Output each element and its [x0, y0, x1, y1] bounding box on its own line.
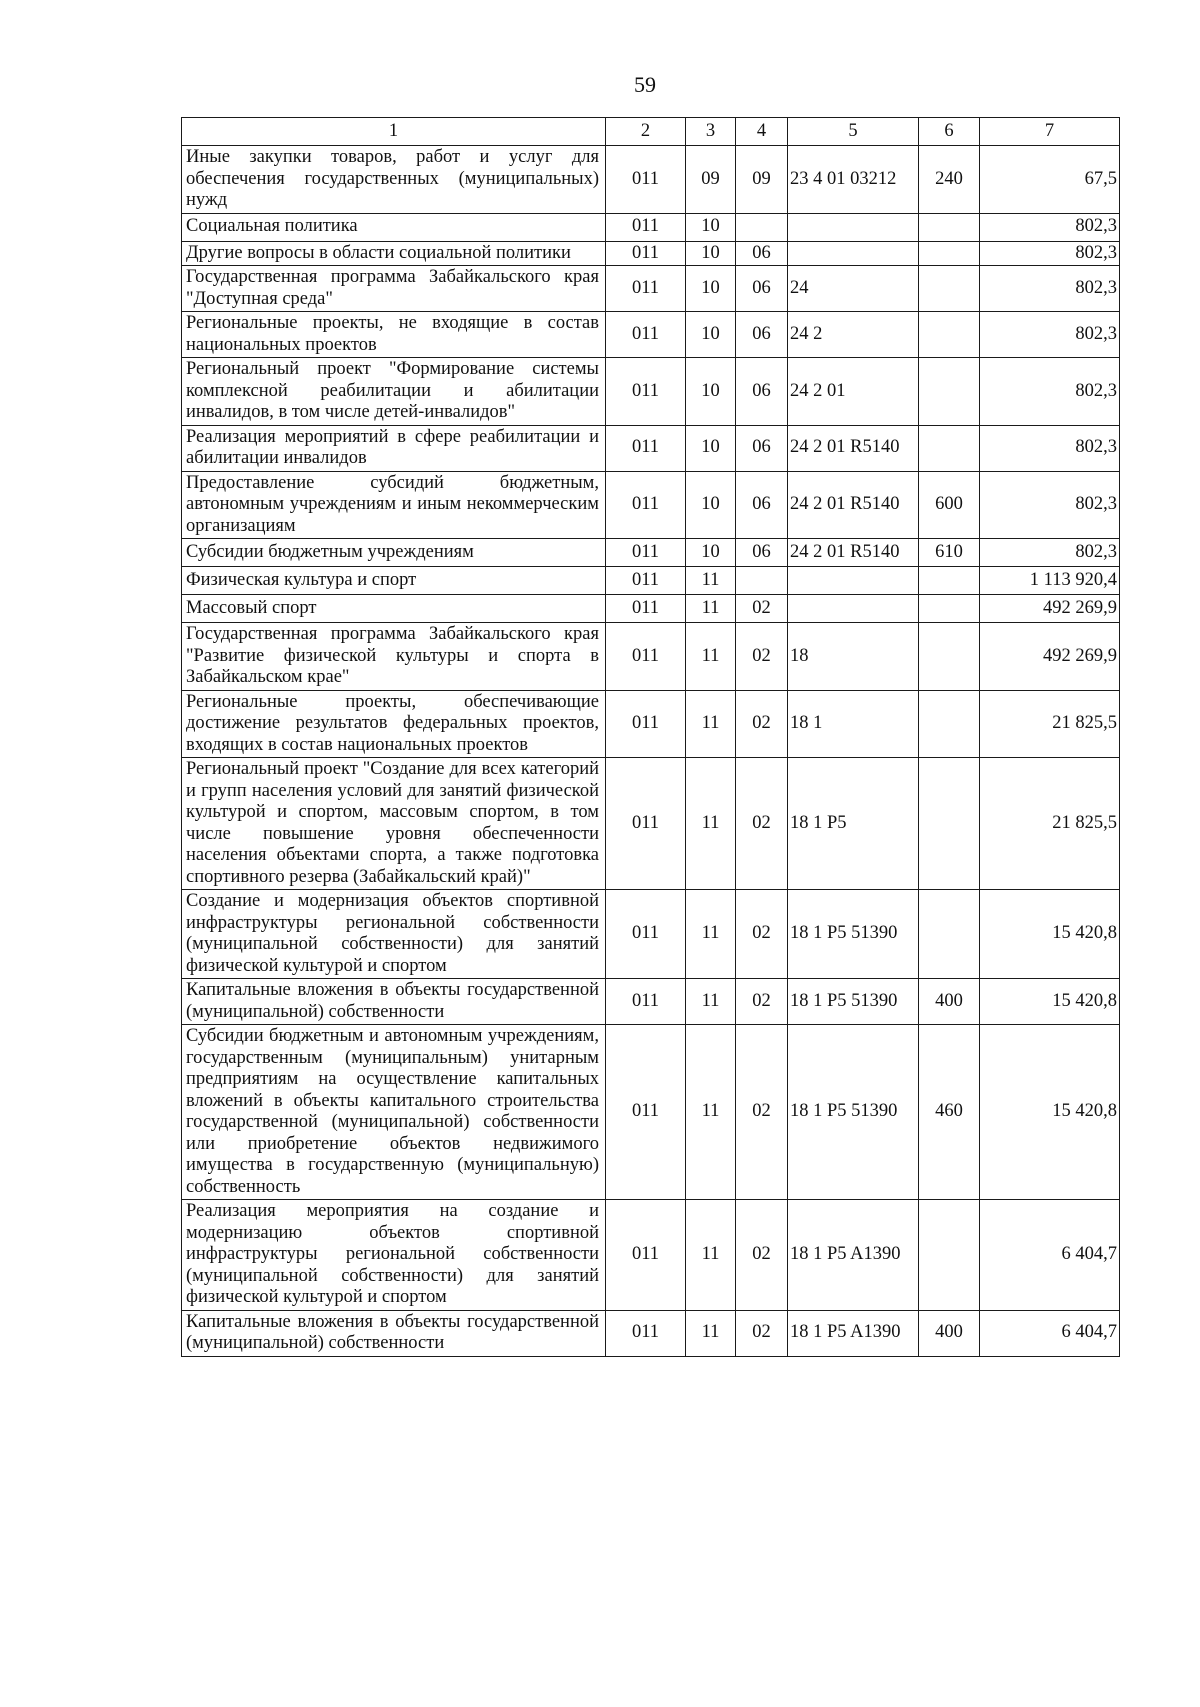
row-name: Капитальные вложения в объекты государственной (муниципальной) собственности	[182, 979, 606, 1025]
row-section: 10	[686, 539, 736, 567]
row-gov-code: 011	[606, 241, 686, 266]
row-section: 10	[686, 241, 736, 266]
page-number: 59	[634, 72, 656, 97]
row-expense-type	[919, 690, 980, 758]
table-row	[182, 623, 1120, 691]
row-subsection: 02	[736, 1310, 788, 1356]
row-gov-code: 011	[606, 567, 686, 595]
row-gov-code: 011	[606, 539, 686, 567]
table-row	[182, 567, 1120, 595]
row-gov-code: 011	[606, 425, 686, 471]
table-row	[182, 213, 1120, 241]
column-header: 3	[686, 118, 736, 146]
row-name: Другие вопросы в области социальной политики	[182, 241, 606, 266]
row-target-article	[788, 213, 919, 241]
row-name: Субсидии бюджетным учреждениям	[182, 539, 606, 567]
row-target-article: 24 2 01 R5140	[788, 471, 919, 539]
table-row	[182, 266, 1120, 312]
row-section: 11	[686, 690, 736, 758]
table-row	[182, 425, 1120, 471]
row-gov-code: 011	[606, 312, 686, 358]
row-subsection: 02	[736, 690, 788, 758]
row-section: 10	[686, 358, 736, 426]
row-subsection: 02	[736, 1025, 788, 1200]
row-target-article: 18 1 P5	[788, 758, 919, 890]
row-target-article: 24 2 01 R5140	[788, 425, 919, 471]
row-section: 11	[686, 979, 736, 1025]
row-target-article: 24	[788, 266, 919, 312]
budget-table	[181, 117, 1120, 1357]
row-section: 10	[686, 266, 736, 312]
row-expense-type: 610	[919, 539, 980, 567]
row-amount: 21 825,5	[980, 690, 1120, 758]
table-row	[182, 1025, 1120, 1200]
row-expense-type	[919, 213, 980, 241]
column-header: 4	[736, 118, 788, 146]
row-name: Массовый спорт	[182, 595, 606, 623]
row-gov-code: 011	[606, 1200, 686, 1311]
row-amount: 15 420,8	[980, 890, 1120, 979]
row-amount: 15 420,8	[980, 1025, 1120, 1200]
row-gov-code: 011	[606, 266, 686, 312]
row-section: 11	[686, 595, 736, 623]
row-expense-type	[919, 425, 980, 471]
row-name: Социальная политика	[182, 213, 606, 241]
row-expense-type	[919, 890, 980, 979]
row-gov-code: 011	[606, 146, 686, 214]
row-amount: 802,3	[980, 358, 1120, 426]
row-gov-code: 011	[606, 758, 686, 890]
row-section: 11	[686, 758, 736, 890]
row-expense-type: 240	[919, 146, 980, 214]
row-subsection: 09	[736, 146, 788, 214]
row-target-article: 18 1 P5 A1390	[788, 1310, 919, 1356]
row-target-article	[788, 241, 919, 266]
column-header: 5	[788, 118, 919, 146]
row-section: 10	[686, 312, 736, 358]
row-amount: 492 269,9	[980, 623, 1120, 691]
row-amount: 67,5	[980, 146, 1120, 214]
row-subsection: 06	[736, 266, 788, 312]
row-expense-type	[919, 567, 980, 595]
row-section: 10	[686, 425, 736, 471]
row-subsection: 06	[736, 358, 788, 426]
table-row	[182, 595, 1120, 623]
row-subsection: 02	[736, 623, 788, 691]
row-target-article: 18	[788, 623, 919, 691]
table-row	[182, 690, 1120, 758]
row-target-article: 18 1	[788, 690, 919, 758]
row-gov-code: 011	[606, 595, 686, 623]
row-target-article: 18 1 P5 51390	[788, 890, 919, 979]
row-amount: 802,3	[980, 241, 1120, 266]
row-amount: 1 113 920,4	[980, 567, 1120, 595]
row-section: 11	[686, 567, 736, 595]
column-header: 6	[919, 118, 980, 146]
row-name: Реализация мероприятия на создание и модернизацию объектов спортивной инфраструктуры региональной собственности (муниципальной собственности) для занятий физической культурой и спортом	[182, 1200, 606, 1311]
row-name: Капитальные вложения в объекты государственной (муниципальной) собственности	[182, 1310, 606, 1356]
row-amount: 802,3	[980, 471, 1120, 539]
row-name: Создание и модернизация объектов спортивной инфраструктуры региональной собственности (муниципальной собственности) для занятий физической культурой и спортом	[182, 890, 606, 979]
row-expense-type: 600	[919, 471, 980, 539]
row-gov-code: 011	[606, 1025, 686, 1200]
row-name: Региональные проекты, обеспечивающие достижение результатов федеральных проектов, входящих в состав национальных проектов	[182, 690, 606, 758]
row-section: 11	[686, 1025, 736, 1200]
table-row	[182, 1200, 1120, 1311]
row-target-article	[788, 567, 919, 595]
row-expense-type: 400	[919, 979, 980, 1025]
table-row	[182, 471, 1120, 539]
row-target-article: 24 2 01 R5140	[788, 539, 919, 567]
table-row	[182, 979, 1120, 1025]
row-section: 09	[686, 146, 736, 214]
row-amount: 802,3	[980, 539, 1120, 567]
row-gov-code: 011	[606, 1310, 686, 1356]
row-amount: 802,3	[980, 266, 1120, 312]
header-row	[182, 118, 1120, 146]
table-row	[182, 758, 1120, 890]
row-name: Государственная программа Забайкальского края "Доступная среда"	[182, 266, 606, 312]
row-section: 11	[686, 1200, 736, 1311]
column-header: 1	[182, 118, 606, 146]
row-subsection: 02	[736, 758, 788, 890]
row-name: Предоставление субсидий бюджетным, автономным учреждениям и иным некоммерческим организациям	[182, 471, 606, 539]
row-target-article: 24 2 01	[788, 358, 919, 426]
row-gov-code: 011	[606, 213, 686, 241]
row-amount: 15 420,8	[980, 979, 1120, 1025]
row-subsection: 06	[736, 425, 788, 471]
row-subsection: 06	[736, 312, 788, 358]
table-row	[182, 358, 1120, 426]
row-expense-type: 460	[919, 1025, 980, 1200]
row-expense-type	[919, 358, 980, 426]
row-section: 11	[686, 890, 736, 979]
row-section: 11	[686, 1310, 736, 1356]
row-expense-type	[919, 623, 980, 691]
row-section: 10	[686, 471, 736, 539]
row-amount: 802,3	[980, 213, 1120, 241]
row-amount: 6 404,7	[980, 1200, 1120, 1311]
row-target-article: 18 1 P5 51390	[788, 1025, 919, 1200]
column-header: 2	[606, 118, 686, 146]
row-target-article: 23 4 01 03212	[788, 146, 919, 214]
row-subsection: 06	[736, 539, 788, 567]
row-subsection: 06	[736, 471, 788, 539]
row-expense-type: 400	[919, 1310, 980, 1356]
row-name: Иные закупки товаров, работ и услуг для обеспечения государственных (муниципальных) нужд	[182, 146, 606, 214]
column-header: 7	[980, 118, 1120, 146]
row-amount: 802,3	[980, 425, 1120, 471]
table-row	[182, 146, 1120, 214]
row-gov-code: 011	[606, 471, 686, 539]
row-name: Региональный проект "Формирование системы комплексной реабилитации и абилитации инвалидов, в том числе детей-инвалидов"	[182, 358, 606, 426]
table-row	[182, 539, 1120, 567]
row-subsection: 02	[736, 979, 788, 1025]
row-subsection: 02	[736, 595, 788, 623]
row-gov-code: 011	[606, 890, 686, 979]
row-expense-type	[919, 595, 980, 623]
row-gov-code: 011	[606, 690, 686, 758]
row-target-article: 18 1 P5 51390	[788, 979, 919, 1025]
row-section: 10	[686, 213, 736, 241]
row-target-article: 18 1 P5 A1390	[788, 1200, 919, 1311]
row-amount: 492 269,9	[980, 595, 1120, 623]
row-gov-code: 011	[606, 979, 686, 1025]
row-target-article	[788, 595, 919, 623]
row-name: Государственная программа Забайкальского края "Развитие физической культуры и спорта в Забайкальском крае"	[182, 623, 606, 691]
row-subsection: 02	[736, 1200, 788, 1311]
row-amount: 6 404,7	[980, 1310, 1120, 1356]
row-subsection: 06	[736, 241, 788, 266]
row-amount: 802,3	[980, 312, 1120, 358]
table-row	[182, 890, 1120, 979]
row-target-article: 24 2	[788, 312, 919, 358]
row-name: Региональный проект "Создание для всех категорий и групп населения условий для занятий физической культурой и спортом, массовым спортом, в том числе повышение уровня обеспеченности населения объектами спорта, а также подготовка спортивного резерва (Забайкальский край)"	[182, 758, 606, 890]
row-subsection	[736, 213, 788, 241]
row-expense-type	[919, 266, 980, 312]
row-name: Региональные проекты, не входящие в состав национальных проектов	[182, 312, 606, 358]
row-section: 11	[686, 623, 736, 691]
row-name: Реализация мероприятий в сфере реабилитации и абилитации инвалидов	[182, 425, 606, 471]
row-gov-code: 011	[606, 358, 686, 426]
row-subsection	[736, 567, 788, 595]
row-amount: 21 825,5	[980, 758, 1120, 890]
row-expense-type	[919, 1200, 980, 1311]
table-row	[182, 241, 1120, 266]
row-expense-type	[919, 241, 980, 266]
row-name: Субсидии бюджетным и автономным учреждениям, государственным (муниципальным) унитарным предприятиям на осуществление капитальных вложений в объекты капитального строительства государственной (муниципальной) собственности или приобретение объектов недвижимого имущества в государственную (муниципальную) собственность	[182, 1025, 606, 1200]
row-gov-code: 011	[606, 623, 686, 691]
row-expense-type	[919, 312, 980, 358]
row-expense-type	[919, 758, 980, 890]
row-name: Физическая культура и спорт	[182, 567, 606, 595]
table-row	[182, 312, 1120, 358]
row-subsection: 02	[736, 890, 788, 979]
table-row	[182, 1310, 1120, 1356]
